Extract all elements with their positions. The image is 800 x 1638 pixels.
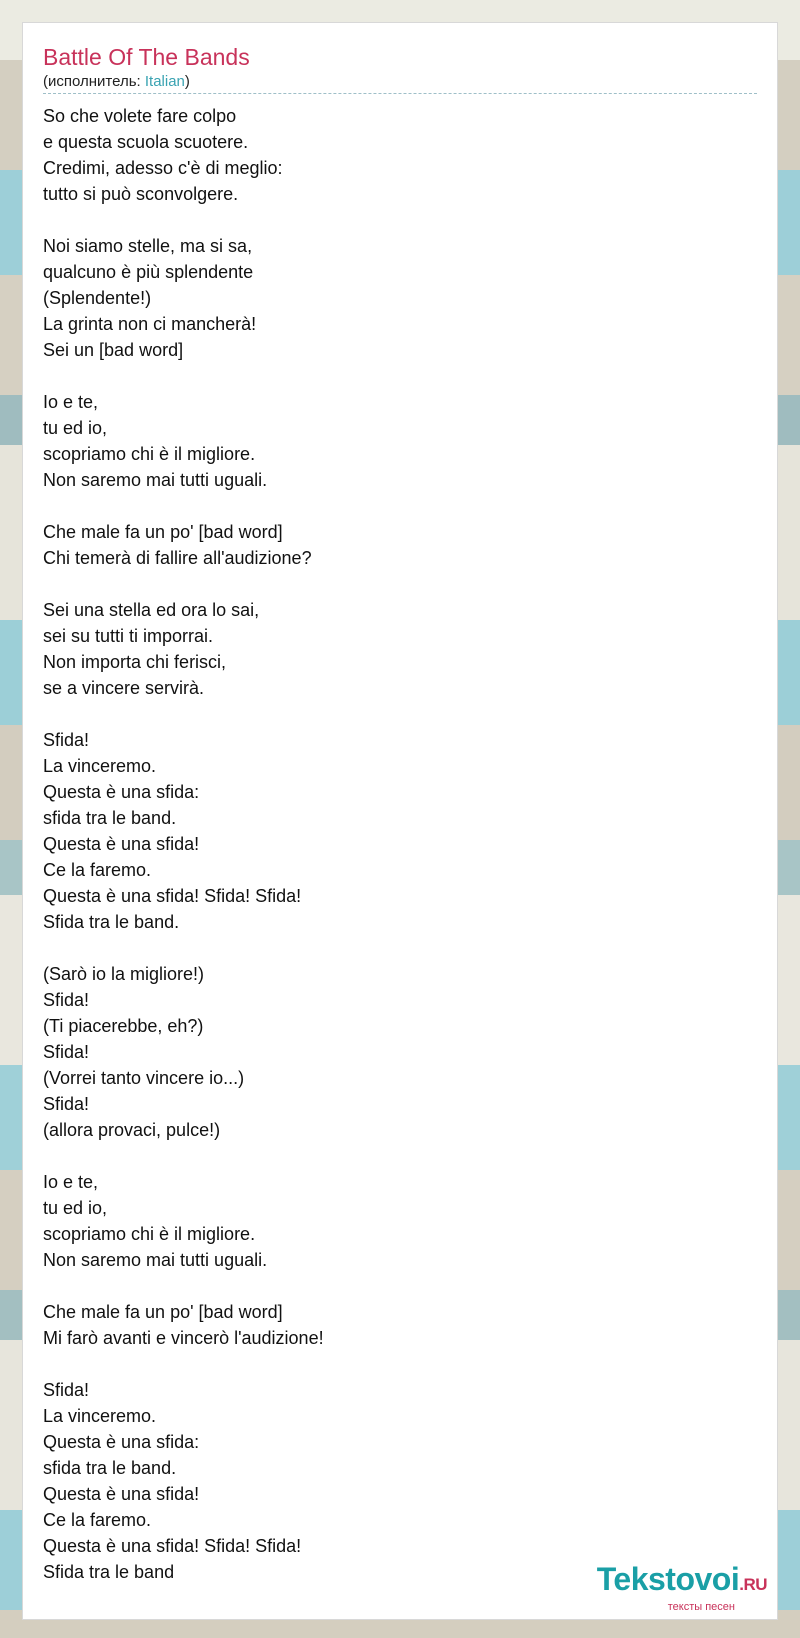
lyric-line: tutto si può sconvolgere. (43, 184, 239, 204)
lyric-line: tu ed io, (43, 1198, 108, 1218)
lyric-blank-line (43, 493, 743, 519)
lyric-line: sfida tra le band. (43, 1458, 177, 1478)
lyric-line: Questa è una sfida: (43, 1432, 200, 1452)
lyric-line: Non saremo mai tutti uguali. (43, 470, 268, 490)
lyric-line: Chi temerà di fallire all'audizione? (43, 548, 312, 568)
logo-wordmark (597, 1563, 767, 1601)
lyric-line: Sfida! (43, 1380, 90, 1400)
lyric-blank-line (43, 701, 743, 727)
lyric-line: Io e te, (43, 392, 99, 412)
lyric-line: Ce la faremo. (43, 860, 152, 880)
lyric-line: Io e te, (43, 1172, 99, 1192)
lyric-blank-line (43, 363, 743, 389)
lyric-line: (Sarò io la migliore!) (43, 964, 205, 984)
lyric-line: scopriamo chi è il migliore. (43, 1224, 256, 1244)
lyric-line: Sfida! (43, 1094, 90, 1114)
lyric-line: qualcuno è più splendente (43, 262, 254, 282)
lyric-line: Che male fa un po' [bad word] (43, 1302, 283, 1322)
lyric-line: (Ti piacerebbe, eh?) (43, 1016, 204, 1036)
lyric-line: sei su tutti ti imporrai. (43, 626, 214, 646)
lyric-blank-line (43, 571, 743, 597)
lyric-line: sfida tra le band. (43, 808, 177, 828)
lyric-line: Questa è una sfida! Sfida! Sfida! (43, 886, 302, 906)
lyric-blank-line (43, 207, 743, 233)
logo-tagline: тексты песен (667, 1601, 735, 1613)
lyric-line: Sfida tra le band. (43, 912, 180, 932)
lyric-blank-line (43, 1351, 743, 1377)
lyric-line: La vinceremo. (43, 756, 157, 776)
lyric-line: Questa è una sfida! (43, 1484, 200, 1504)
artist-suffix: ) (184, 73, 190, 90)
lyric-line: Questa è una sfida: (43, 782, 200, 802)
lyric-line: Credimi, adesso c'è di meglio: (43, 158, 283, 178)
artist-line (43, 73, 190, 91)
lyric-line: scopriamo chi è il migliore. (43, 444, 256, 464)
lyric-line: Questa è una sfida! Sfida! Sfida! (43, 1536, 302, 1556)
lyric-blank-line (43, 935, 743, 961)
lyric-line: Sfida! (43, 990, 90, 1010)
lyric-line: Che male fa un po' [bad word] (43, 522, 283, 542)
title-divider (43, 93, 757, 94)
lyric-line: So che volete fare colpo (43, 106, 237, 126)
lyric-line: La grinta non ci mancherà! (43, 314, 257, 334)
lyric-blank-line (43, 1273, 743, 1299)
artist-link[interactable]: Italian (144, 73, 185, 90)
lyric-line: Non saremo mai tutti uguali. (43, 1250, 268, 1270)
logo-tld: .RU (739, 1575, 767, 1594)
lyric-line: e questa scuola scuotere. (43, 132, 249, 152)
lyric-line: Mi farò avanti e vincerò l'audizione! (43, 1328, 324, 1348)
lyric-line: Sfida! (43, 1042, 90, 1062)
lyric-line: Ce la faremo. (43, 1510, 152, 1530)
lyric-line: Sei un [bad word] (43, 340, 184, 360)
lyric-line: Questa è una sfida! (43, 834, 200, 854)
lyric-line: (allora provaci, pulce!) (43, 1120, 221, 1140)
lyric-line: (Splendente!) (43, 288, 152, 308)
lyrics-card (22, 22, 778, 1620)
lyric-line: Sfida! (43, 730, 90, 750)
lyrics-text (43, 103, 743, 1585)
logo-name: Tekstovoi (596, 1561, 740, 1597)
lyric-line: se a vincere servirà. (43, 678, 205, 698)
lyric-line: Noi siamo stelle, ma si sa, (43, 236, 253, 256)
lyric-line: tu ed io, (43, 418, 108, 438)
lyric-blank-line (43, 1143, 743, 1169)
lyric-line: (Vorrei tanto vincere io...) (43, 1068, 245, 1088)
site-logo[interactable] (597, 1563, 767, 1613)
song-title: Battle Of The Bands (43, 44, 250, 70)
lyric-line: La vinceremo. (43, 1406, 157, 1426)
artist-prefix: (исполнитель: (43, 73, 145, 90)
lyric-line: Non importa chi ferisci, (43, 652, 227, 672)
lyric-line: Sei una stella ed ora lo sai, (43, 600, 260, 620)
lyric-line: Sfida tra le band (43, 1562, 175, 1582)
